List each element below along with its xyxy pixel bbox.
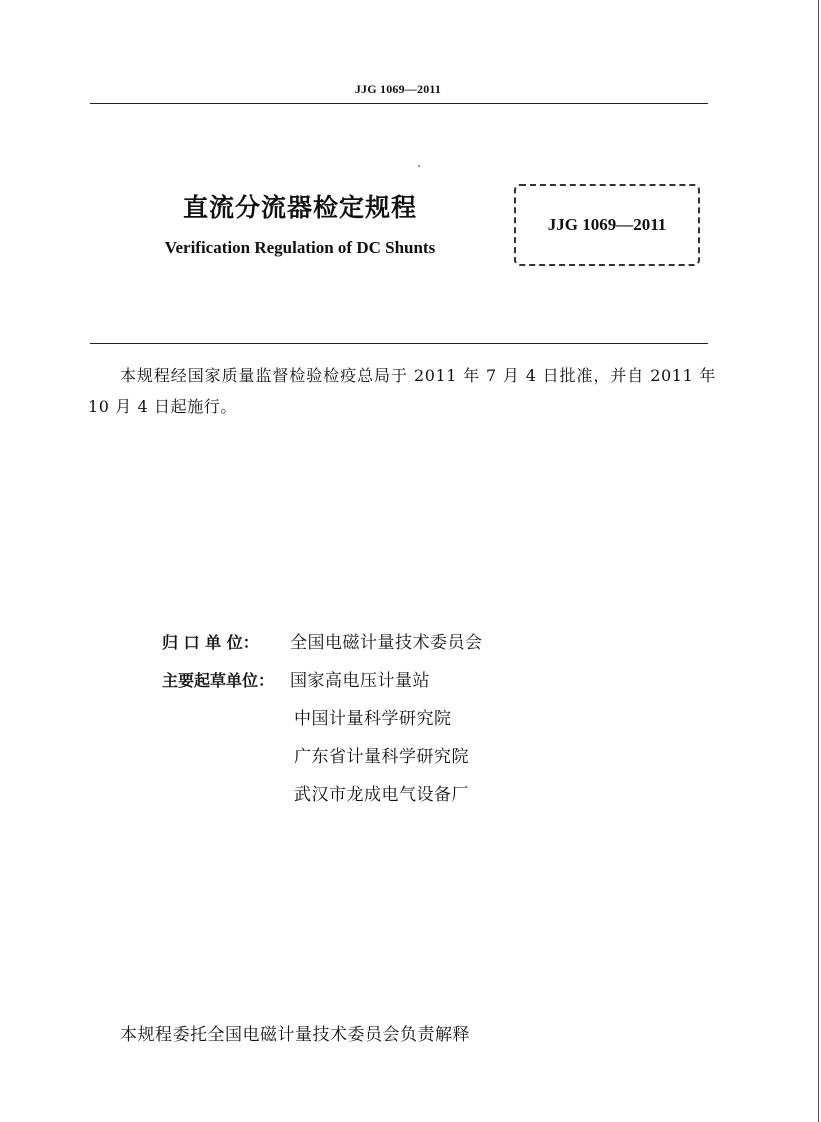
interpretation-note: 本规程委托全国电磁计量技术委员会负责解释 — [120, 1025, 470, 1045]
drafting-units-label: 主要起草单位： — [162, 671, 275, 690]
drafting-unit-3: 广东省计量科学研究院 — [294, 747, 469, 767]
responsible-unit-row — [162, 628, 483, 653]
approval-paragraph: 本规程经国家质量监督检验检疫总局于 2011 年 7 月 4 日批准，并自 2011 年 10 月 4 日起施行。 — [88, 366, 716, 416]
responsible-unit-label: 归 口 单 位： — [162, 633, 259, 652]
document-title-chinese: 直流分流器检定规程 — [182, 193, 417, 222]
drafting-unit-1: 国家高电压计量站 — [290, 671, 430, 691]
drafting-unit-4: 武汉市龙成电气设备厂 — [294, 785, 469, 805]
title-divider — [90, 343, 708, 344]
drafting-unit-2: 中国计量科学研究院 — [294, 709, 452, 729]
header-standard-code: JJG 1069—2011 — [354, 82, 442, 96]
drafting-units-row — [162, 666, 430, 691]
standard-code-box — [514, 184, 700, 266]
scan-edge-line — [818, 0, 819, 1122]
standard-code-box-text: JJG 1069—2011 — [547, 215, 667, 234]
scan-speck — [418, 165, 420, 167]
header-divider — [90, 103, 708, 104]
responsible-unit-value: 全国电磁计量技术委员会 — [290, 633, 483, 653]
document-title-english: Verification Regulation of DC Shunts — [164, 238, 436, 257]
